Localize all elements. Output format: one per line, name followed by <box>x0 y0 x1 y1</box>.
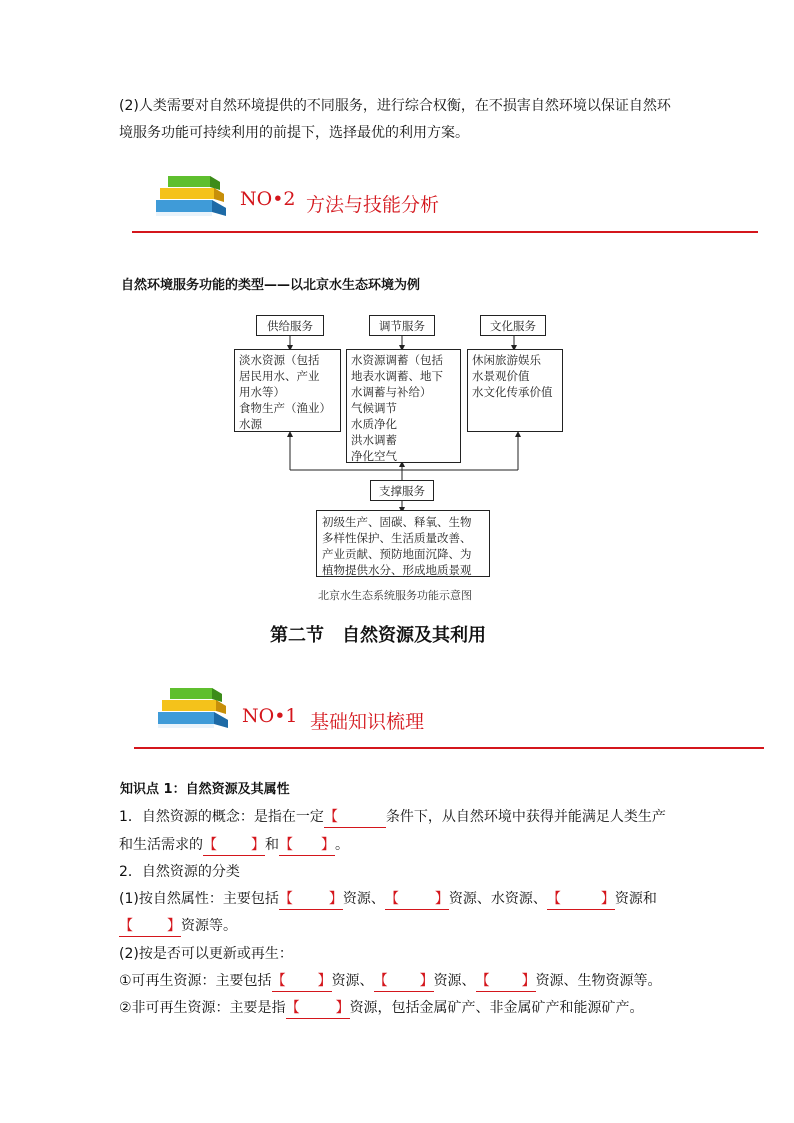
item-3-line-2 <box>119 916 237 937</box>
bracket-close: 】 <box>600 891 615 907</box>
text: 。 <box>335 837 349 853</box>
text: 1．自然资源的概念：是指在一定 <box>119 809 324 825</box>
regulating-line: 地表水调蓄、地下 <box>351 369 443 383</box>
item-3-line-1 <box>119 889 657 910</box>
regulating-service-header-label: 调节服务 <box>379 319 425 333</box>
support-line: 产业贡献、预防地面沉降、为 <box>322 547 472 561</box>
bracket-close: 】 <box>317 973 332 989</box>
regulating-line: 气候调节 <box>351 401 397 415</box>
text: 资源、 <box>342 891 385 907</box>
regulating-line: 水调蓄与补给） <box>351 385 432 399</box>
diagram-caption: 北京水生态系统服务功能示意图 <box>318 589 472 602</box>
text: 资源、生物资源等。 <box>535 973 662 989</box>
regulating-service-header <box>369 315 435 336</box>
supply-service-header <box>256 315 324 336</box>
supply-line: 食物生产（渔业） <box>239 401 331 415</box>
supply-line: 居民用水、产业 <box>239 369 320 383</box>
banner-title: 基础知识梳理 <box>310 711 425 733</box>
bracket-open: 【 <box>278 891 293 907</box>
bracket-close: 】 <box>335 1000 350 1016</box>
bracket-open: 【 <box>285 1000 300 1016</box>
item-5 <box>119 971 662 992</box>
fill-blank[interactable] <box>272 971 332 992</box>
supply-line: 淡水资源（包括 <box>239 353 320 367</box>
support-service-box <box>316 510 490 577</box>
books-icon <box>152 682 234 730</box>
banner-rule <box>134 747 764 749</box>
cultural-service-box <box>467 349 563 432</box>
paragraph-line-1: (2)人类需要对自然环境提供的不同服务，进行综合权衡，在不损害自然环境以保证自然环 <box>119 98 671 114</box>
supply-service-header-label: 供给服务 <box>267 319 313 333</box>
text: ②非可再生资源：主要是指 <box>119 1000 286 1016</box>
text: 资源和 <box>614 891 657 907</box>
fill-blank[interactable] <box>286 998 350 1019</box>
fill-blank[interactable] <box>476 971 536 992</box>
cultural-service-header <box>480 315 546 336</box>
text: 资源、 <box>331 973 374 989</box>
item-6 <box>119 998 644 1019</box>
knowledge-point-title: 知识点 1：自然资源及其属性 <box>120 782 290 797</box>
text: 资源，包括金属矿产、非金属矿产和能源矿产。 <box>349 1000 644 1016</box>
bracket-open: 【 <box>203 837 217 853</box>
text: 条件下，从自然环境中获得并能满足人类生产 <box>385 809 666 825</box>
diagram-heading: 自然环境服务功能的类型——以北京水生态环境为例 <box>121 278 421 293</box>
bracket-close: 】 <box>521 973 536 989</box>
supply-line: 用水等） <box>239 385 285 399</box>
bracket-close: 】 <box>328 891 343 907</box>
support-service-header-label: 支撑服务 <box>379 484 425 498</box>
bracket-open: 【 <box>475 973 490 989</box>
text: 资源等。 <box>181 918 237 934</box>
bracket-open: 【 <box>271 973 286 989</box>
cultural-service-header-label: 文化服务 <box>490 319 536 333</box>
bracket-open: 【 <box>373 973 388 989</box>
section-title: 第二节 自然资源及其利用 <box>270 625 486 646</box>
bracket-close: 】 <box>434 891 449 907</box>
regulating-line: 净化空气 <box>351 449 397 463</box>
paragraph-line-2: 境服务功能可持续利用的前提下，选择最优的利用方案。 <box>119 125 469 141</box>
item-1-line-2 <box>119 835 349 856</box>
regulating-line: 水质净化 <box>351 417 397 431</box>
fill-blank[interactable] <box>374 971 434 992</box>
text: 资源、水资源、 <box>448 891 547 907</box>
item-2: 2．自然资源的分类 <box>119 864 240 880</box>
bracket-open: 【 <box>323 809 338 825</box>
bracket-close: 】 <box>419 973 434 989</box>
bracket-open: 【 <box>279 837 293 853</box>
text: 和 <box>265 837 279 853</box>
regulating-line: 水资源调蓄（包括 <box>351 353 443 367</box>
text: (1)按自然属性：主要包括 <box>119 891 279 907</box>
fill-blank[interactable] <box>324 807 386 828</box>
supply-line: 水源 <box>239 417 262 431</box>
banner-number: NO•1 <box>242 705 298 727</box>
support-line: 初级生产、固碳、释氧、生物 <box>322 515 472 529</box>
fill-blank[interactable] <box>547 889 615 910</box>
banner-number: NO•2 <box>240 188 296 210</box>
item-1-line-1 <box>119 807 666 828</box>
item-4: (2)按是否可以更新或再生： <box>119 946 293 962</box>
bracket-open: 【 <box>546 891 561 907</box>
support-service-header <box>370 480 434 501</box>
bracket-close: 】 <box>167 918 181 934</box>
bracket-close: 】 <box>251 837 265 853</box>
regulating-line: 洪水调蓄 <box>351 433 397 447</box>
cultural-line: 水文化传承价值 <box>472 385 553 399</box>
fill-blank[interactable] <box>203 835 265 856</box>
support-line: 多样性保护、生活质量改善、 <box>322 531 472 545</box>
cultural-line: 休闲旅游娱乐 <box>472 353 541 367</box>
cultural-line: 水景观价值 <box>472 369 530 383</box>
bracket-close: 】 <box>321 837 335 853</box>
support-line: 植物提供水分、形成地质景观 <box>322 563 472 577</box>
text: 资源、 <box>433 973 476 989</box>
fill-blank[interactable] <box>385 889 449 910</box>
fill-blank[interactable] <box>279 889 343 910</box>
regulating-service-box <box>346 349 461 463</box>
bracket-open: 【 <box>384 891 399 907</box>
supply-service-box <box>234 349 341 432</box>
banner-title: 方法与技能分析 <box>306 194 440 216</box>
fill-blank[interactable] <box>279 835 335 856</box>
fill-blank[interactable] <box>119 916 181 937</box>
text: ①可再生资源：主要包括 <box>119 973 272 989</box>
text: 和生活需求的 <box>119 837 203 853</box>
bracket-open: 【 <box>119 918 133 934</box>
